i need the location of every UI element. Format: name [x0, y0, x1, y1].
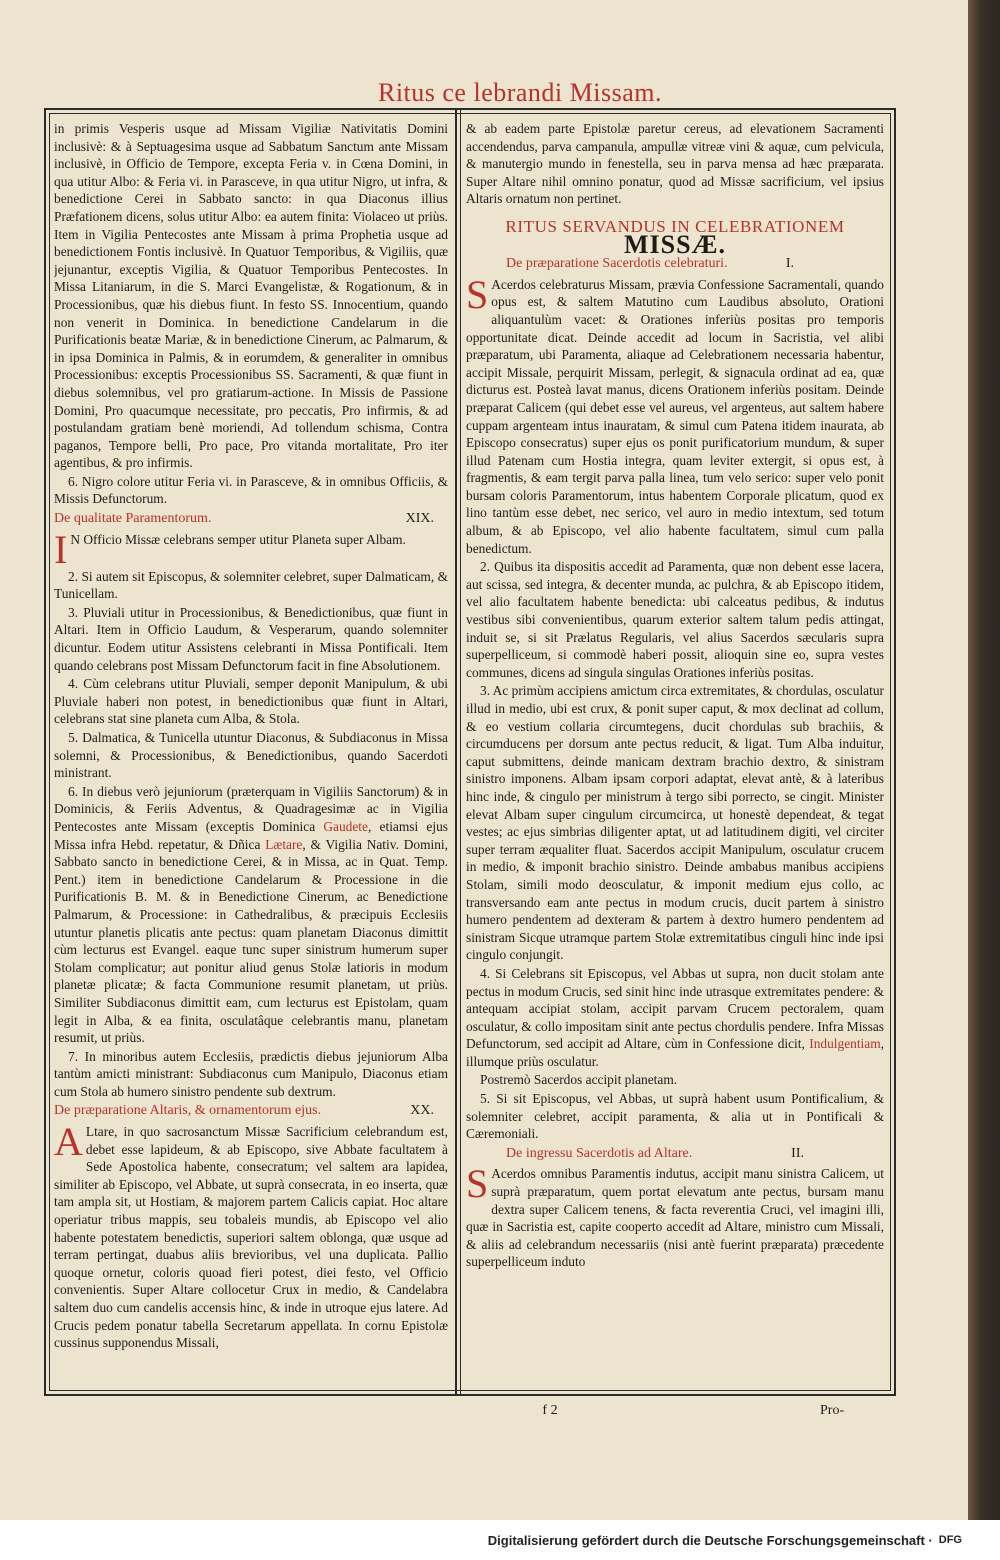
para-ii-1-text: Acerdos omnibus Paramentis indutus, accipit manu sinistra Calicem, ut suprà præparatum, quem portat elevatum ante pectus, bursam manu dextra super Calicem tenens, & facta reverentia Cruci, vel imagini illi, quæ in Sacristia est, capite cooperto accedit ad Altare, ministro cum Missali, & aliis ad celebrandum necessariis (nisi antè fuerint præparata) præcedente superpelliceum induto	[466, 1166, 884, 1270]
heading-ii-title: De ingressu Sacerdotis ad Altare.	[506, 1145, 693, 1161]
para-xix-1-text: N Officio Missæ celebrans semper utitur Planeta super Albam.	[70, 531, 406, 547]
rubric-gaudete: Gaudete	[323, 818, 368, 834]
para-i-4-c: Postremò Sacerdos accipit planetam.	[480, 1072, 678, 1088]
heading-i	[466, 255, 884, 273]
para-i-4	[466, 965, 884, 1071]
initial-letter-i: I	[54, 526, 68, 572]
signature-mark: f 2	[542, 1403, 558, 1418]
initial-letter-s: S	[466, 271, 489, 317]
footer-text: Digitalisierung gefördert durch die Deutsche Forschungsgemeinschaft ·	[487, 1532, 933, 1548]
digitization-footer	[0, 1520, 1000, 1560]
heading-xx-number: XX.	[410, 1103, 434, 1119]
right-para-top: & ab eadem parte Epistolæ paretur cereus, ad elevationem Sacramenti accendendus, parva campanula, ampullæ vitreæ vini & aquæ, cum pelvicula, & manutergio mundo in fenestella, seu in parva mensa ad hæc præparata. Super Altare nihil omnino ponatur, quod ad Missæ sacrificium, vel ipsius Altaris ornatum non pertinet.	[466, 121, 884, 207]
para-i-3: 3. Ac primùm accipiens amictum circa extremitates, & chordulas, osculatur illud in medio, ubi est crux, & ponit super caput, & mox declinat ad collum, & eo vestium collaria circumtegens, ducit chordulas sub brachiis, & circumducens per dorsum ante pectus reducit, & ligat. Tum Alba induitur, caput submittens, deinde manicam dextram brachio dextro, & sinistram sinistro imponens. Albam ipsam corpori adaptat, elevat antè, & à lateribus hinc inde, & cingulo per ministrum à tergo sibi porrecto, se cingit. Minister elevat Albam super cingulum circumcirca, ut honestè dependeat, & tegat vestes; ac ejus simbrias diligenter aptat, ut ad latitudinem digiti, vel circiter super terram æqualiter fluat. Sacerdos accipit Manipulum, osculatur crucem in medio, & imponit brachio sinistro. Deinde ambabus manibus accipiens Stolam, simili modo deosculatur, & imponit medium ejus collo, ac transversando eam ante pectus in modum crucis, ducit partem à sinistro humero pendentem ad dexteram & partem à dextro humero pendentem ad sinistram Sicque utramque partem Stolæ extremitatibus cinguli hinc inde ipsi cingulo conjungit.	[466, 683, 884, 963]
column-divider-inner	[460, 110, 461, 1394]
heading-ii	[466, 1145, 884, 1163]
section-title: RITUS SERVANDUS IN CELEBRATIONEM	[505, 216, 845, 236]
para-xix-1	[54, 526, 448, 572]
catchword: Pro-	[820, 1403, 845, 1418]
heading-i-number: I.	[785, 256, 794, 272]
para-i-2: 2. Quibus ita dispositis accedit ad Paramenta, quæ non debent esse lacera, aut scissa, sed integra, & decenter munda, ac pulchra, & ab Episcopo itidem, vel alio facultatem habente benedicta: ubi calceatus pedibus, & indutus vestibus sibi convenientibus, quarum exterior saltem talum pedis attingat, induit se, si sit Prælatus Regularis, vel alius Sacerdos sæcularis supra superpelliceum, si commodè haberi possit, alioquin sine eo, supra vestes communes, dicens ad singula singulas Orationes inferiùs positas.	[466, 559, 884, 680]
left-para-0: in primis Vesperis usque ad Missam Vigiliæ Nativitatis Domini inclusivè: & à Septuagesima usque ad Sabbatum Sanctum ante Missam inclusivè, in Officio de Tempore, excepta Feria v. in Cœna Domini, in qua utitur Albo: & Feria vi. in Parasceve, in qua utitur Nigro, ut infra, & benedictione Cerei in Sabbato sancto: in qua Diaconus illius Præfationem dicens, solus utitur Albo: ea autem finita: Violaceo ut priùs. Item in Vigilia Pentecostes ante Missam à prima Prophetia usque ad benedictionem Fontis inclusivè. In Quatuor Temporibus, & Vigiliis, quæ jejunantur, exceptis Vigilia, & Quatuor Temporibus Pentecostes. In Missa Litaniarum, in die S. Marci Evangelistæ, & Rogationum, & in Processionibus, quæ his diebus fiunt. In festo SS. Innocentium, quando non venerit in Dominica. In benedictione Candelarum in die Purificationis beatæ Mariæ, & in benedictione Cinerum, ac Palmarum, & in ipsa Dominica in Palmis, & in eorumdem, & generaliter in omnibus Processionibus: exceptis Processionibus SS. Sacramenti, & quæ fiunt in diebus solemnibus, vel pro gratiarum-actione. In Missis de Passione Domini, Pro quacumque necessitate, pro peccatis, Pro infirmis, & ad postulandam gratiam benè moriendi, Ad tollendum schisma, Contra paganos, Tempore belli, Pro pace, Pro vitanda mortalitate, Pro iter agentibus, & pro infirmis.	[54, 121, 448, 471]
initial-letter-a: A	[54, 1119, 83, 1165]
heading-xx	[54, 1102, 448, 1120]
para-i-5: 5. Si sit Episcopus, vel Abbas, ut suprà habent usum Pontificalium, & solemniter celebret, accipit paramenta, & alia ut in Pontificali & Cæremoniali.	[466, 1091, 884, 1142]
heading-i-title: De præparatione Sacerdotis celebraturi.	[506, 256, 728, 272]
heading-xix	[54, 510, 448, 528]
para-i-1	[466, 271, 884, 558]
para-xix-6-a: 6. In diebus verò jejuniorum (præterquam in Vigiliis Sanctorum) & in Dominicis, & Feriis Adventus, & Quadragesimæ ac in Vigilia Pentecostes ante Missam (exceptis Dominica	[54, 783, 448, 834]
text-frame	[44, 108, 896, 1396]
para-ii-1	[466, 1161, 884, 1271]
column-divider	[455, 110, 457, 1394]
para-xix-2: 2. Si autem sit Episcopus, & solemniter celebret, super Dalmaticam, & Tunicellam.	[54, 568, 448, 602]
right-column	[466, 120, 884, 1386]
para-xix-4: 4. Cùm celebrans utitur Pluviali, semper deponit Manipulum, & ubi Pluviale haberi non potest, in benedictionibus quæ fiunt in Altari, celebrans stat sine planeta cum Alba, & Stola.	[54, 676, 448, 727]
heading-xx-title: De præparatione Altaris, & ornamentorum ejus.	[54, 1103, 322, 1119]
left-column	[54, 120, 448, 1386]
para-xix-6-c: , & Vigilia Nativ. Domini, Sabbato sancto in benedictione Cerei, & in Missa, ac in Quat. Temp. Pent.) item in benedictione Candelarum & Processione in die Purificationis B. M. & in Benedictione Cinerum, ac Benedictione Palmarum, & Processione: in Cathedralibus, & præcipuis Ecclesiis utuntur planetis plicatis ante pectus: quam planetam Diaconus dimittit cùm lecturus est Evangel. eaque tunc super sinistrum humerum super Stolam complicatur; aut ponitur aliud genus Stolæ latioris in modum planetæ plicatæ; & facta Communione resumit planetam, ut priùs. Similiter Subdiaconus dimittit eam, cum lecturus est Epistolam, quam legit in Alba, & ea finita, osculatâque celebrantis manu, planetam resumit, ut priùs.	[54, 836, 448, 1046]
para-xix-7: 7. In minoribus autem Ecclesiis, prædictis diebus jejuniorum Alba tantùm amicti ministrant: Subdiaconus cum Manipulo, Diaconus etiam cum Stola ab humero sinistro pendente sub dextrum.	[54, 1048, 448, 1099]
para-xx-1	[54, 1119, 448, 1352]
rubric-laetare: Lætare	[265, 836, 303, 852]
heading-xix-title: De qualitate Paramentorum.	[54, 511, 212, 527]
para-i-4-a: 4. Si Celebrans sit Episcopus, vel Abbas ut supra, non ducit stolam ante pectus in modum Crucis, sed sinit hinc inde utrasque extremitates pendere: & antequam accipiat stolam, accipit parvam Crucem pectoralem, quam osculatur, & collo impositam sinit ante pectus chordulis pendere. Infra Missas Defunctorum, sed accipit ad Altare, cùm in Confessione dicit,	[466, 965, 884, 1052]
para-xx-1-text: Ltare, in quo sacrosanctum Missæ Sacrificium celebrandum est, debet esse lapideum, & ab Episcopo, sive Abbate facultatem à Sede Apostolica habente, consecratum; vel saltem ara lapidea, similiter ab Episcopo, vel Abbate, ut suprà consecrata, in eo inserta, quæ tam ampla sit, ut Hostiam, & majorem partem Calicis capiat. Hoc altare operiatur tribus mappis, seu tobaleis mundis, ab Episcopo vel alio habente potestatem benedictis, superiori saltem oblonga, quæ usque ad terram pertingat, duabus aliis brevioribus, vel una duplicata. Pallio quoque ornetur, coloris quoad fieri potest, diei festo, vel Officio convenientis. Super Altare collocetur Crux in medio, & Candelabra saltem duo cum candelis accensis hinc, & inde in utroque ejus latere. Ad Crucis pedem ponatur tabella Secretarum appellata. In cornu Epistolæ cussinus supponendus Missali,	[54, 1124, 448, 1351]
para-i-1-text: Acerdos celebraturus Missam, prævia Confessione Sacramentali, quando opus est, & saltem Matutino cum Laudibus absoluto, Orationi aliquantulùm vacet: & Orationes inferiùs positas pro temporis opportunitate dicat. Deinde accedit ad locum in Sacristia, vel alibi præparatum, ubi Paramenta, aliaque ad Celebrationem necessaria habentur, accipit Missale, perquirit Missam, perlegit, & signacula ordinat ad ea, quæ dicturus est. Posteà lavat manus, dicens Orationem inferiùs positam. Deinde præparat Calicem (qui debet esse vel aureus, vel argenteus, aut saltem habere cuppam argenteam intus inauratam, & simul cum Patena itidem inaurata, ab Episcopo consecratus) super ejus os ponit purificatorium mundum, & super illud Patenam cum Hostia integra, quam leviter extergit, si opus est, à fragmentis, & eam tergit parva palla linea, tum velo serico: super velo ponit bursam coloris Paramentorum, intus habentem Corporale plicatum, quod ex lino tantùm esse debet, nec serico, vel auro in medio intextum, sed totum album, & ab Episcopo, vel alio habente facultatem, simul cum palla benedictum.	[466, 276, 884, 556]
book-binding-edge	[968, 0, 1000, 1520]
para-i-4-b: , illumque priùs osculatur.	[466, 1036, 884, 1069]
rubric-indulgentiam: Indulgentiam	[809, 1036, 881, 1052]
heading-ii-number: II.	[791, 1145, 804, 1161]
initial-letter-s2: S	[466, 1161, 489, 1207]
running-head: Ritus ce lebrandi Missam.	[377, 78, 662, 107]
section-subtitle: MISSÆ.	[623, 229, 727, 259]
dfg-logo: DFG	[938, 1534, 962, 1546]
left-para-1: 6. Nigro colore utitur Feria vi. in Parasceve, & in omnibus Officiis, & Missis Defunctorum.	[54, 473, 448, 507]
para-xix-6	[54, 783, 448, 1047]
para-xix-5: 5. Dalmatica, & Tunicella utuntur Diaconus, & Subdiaconus in Missa solemni, & Processionibus, & Benedictionibus, quando Sacerdoti ministrant.	[54, 730, 448, 781]
para-xix-3: 3. Pluviali utitur in Processionibus, & Benedictionibus, quæ fiunt in Altari. Item in Officio Laudum, & Vesperarum, quando solemniter dicuntur. Eodem utitur Assistens celebranti in Missa Pontificali. Item quando celebrans post Missam Defunctorum facit in fine Absolutionem.	[54, 604, 448, 673]
heading-xix-number: XIX.	[405, 511, 434, 527]
para-xix-6-b: , etiamsi ejus Missa infra Hebd. repetatur, & Dñica	[54, 818, 448, 852]
